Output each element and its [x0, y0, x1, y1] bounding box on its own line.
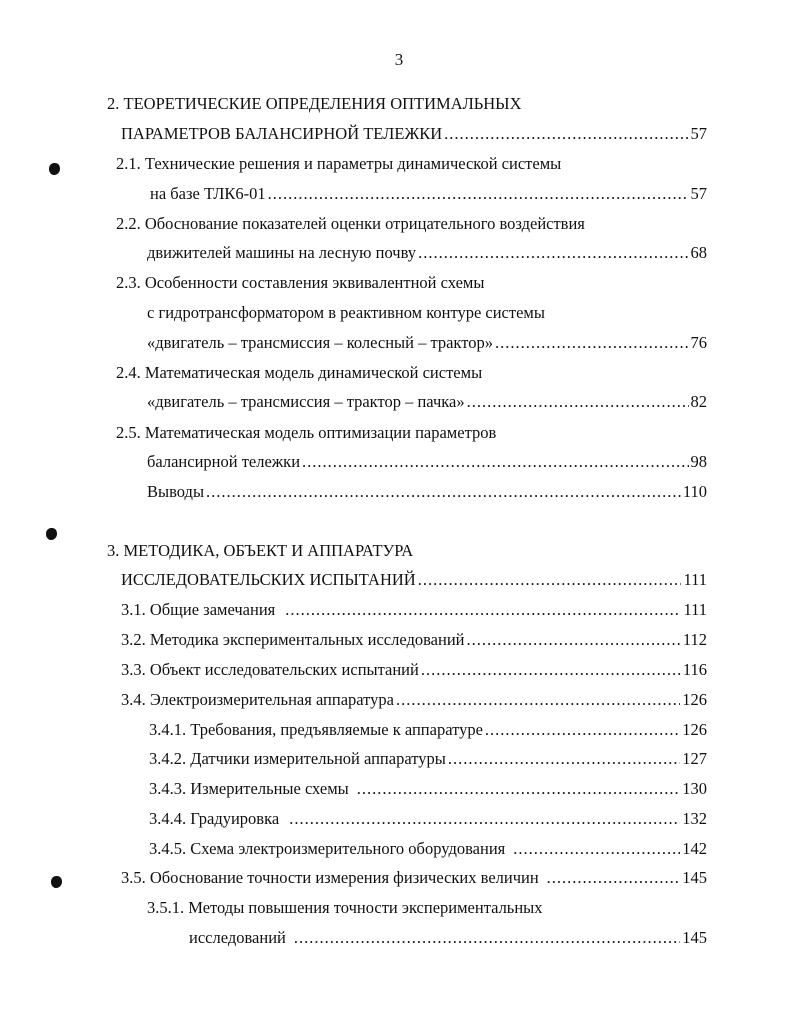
toc-entry-label: 3.4. Электроизмерительная аппаратура [121, 690, 394, 709]
toc-entry-label: 3.4.5. Схема электроизмерительного оборудования [149, 839, 506, 858]
toc-entry-2-5-line2: балансирной тележки [147, 452, 301, 471]
page-ref: 111 [683, 600, 707, 619]
page-ref: 98 [690, 452, 707, 471]
page-ref: 57 [690, 184, 707, 203]
toc-entry-conclusions-label: Выводы [147, 482, 205, 501]
leader-dots [418, 570, 682, 590]
leader-dots [289, 809, 680, 829]
margin-bullet-3 [51, 876, 62, 888]
toc-entry-2-3-line1: 2.3. Особенности составления эквивалентной схемы [116, 273, 485, 292]
toc-entry-2-4[interactable] [147, 392, 707, 412]
page-ref: 127 [682, 749, 707, 768]
toc-entry-conclusions[interactable] [147, 482, 707, 502]
toc-entry-label: 3.4.4. Градуировка [149, 809, 280, 828]
toc-entry-2-1-line2: на базе ТЛК6-01 [150, 184, 266, 203]
toc-entry-2-3[interactable] [147, 333, 707, 353]
page-ref: 68 [690, 243, 707, 262]
toc-entry-3-4-2[interactable] [149, 749, 707, 769]
page-ref: 76 [690, 333, 707, 352]
toc-entry-2-4-line2: «двигатель – трансмиссия – трактор – пачка» [147, 392, 465, 411]
margin-bullet-2 [46, 528, 57, 540]
toc-entry-label: 3.4.1. Требования, предъявляемые к аппаратуре [149, 720, 483, 739]
leader-dots [513, 839, 680, 859]
leader-dots [485, 720, 680, 740]
leader-dots [547, 868, 681, 888]
section-3-title-line1: 3. МЕТОДИКА, ОБЪЕКТ И АППАРАТУРА [107, 541, 414, 560]
page-ref: 126 [682, 720, 707, 739]
toc-entry-2-5[interactable] [147, 452, 707, 472]
page-ref: 132 [682, 809, 707, 828]
leader-dots [444, 124, 688, 144]
page-ref: 57 [690, 124, 707, 143]
toc-entry-2-2[interactable] [147, 243, 707, 263]
leader-dots [467, 392, 689, 412]
section-3-title-line2: ИССЛЕДОВАТЕЛЬСКИХ ИСПЫТАНИЙ [121, 570, 416, 589]
toc-entry-2-3-line3: «двигатель – трансмиссия – колесный – трактор» [147, 333, 493, 352]
toc-entry-2-5-line1: 2.5. Математическая модель оптимизации параметров [116, 423, 497, 442]
leader-dots [466, 630, 680, 650]
toc-entry-2-3-line2: с гидротрансформатором в реактивном контуре системы [147, 303, 545, 322]
toc-entry-3-4[interactable] [121, 690, 707, 710]
leader-dots [421, 660, 681, 680]
toc-entry-3-4-5[interactable] [149, 839, 707, 859]
toc-entry-3-2[interactable] [121, 630, 707, 650]
leader-dots [448, 749, 680, 769]
toc-entry-label: 3.5. Обоснование точности измерения физических величин [121, 868, 539, 887]
toc-entry-section-2[interactable] [121, 124, 707, 144]
toc-entry-2-2-line1: 2.2. Обоснование показателей оценки отрицательного воздействия [116, 214, 585, 233]
leader-dots [206, 482, 681, 502]
toc-entry-3-5-1[interactable] [189, 928, 707, 948]
toc-entry-label: 3.4.3. Измерительные схемы [149, 779, 349, 798]
page-ref: 116 [682, 660, 707, 679]
page-ref: 112 [682, 630, 707, 649]
page-number: 3 [394, 50, 404, 69]
section-2-title-line1: 2. ТЕОРЕТИЧЕСКИЕ ОПРЕДЕЛЕНИЯ ОПТИМАЛЬНЫХ [107, 94, 522, 113]
toc-entry-2-1[interactable] [150, 184, 707, 204]
toc-entry-2-1-line1: 2.1. Технические решения и параметры динамической системы [116, 154, 562, 173]
toc-entry-3-4-1[interactable] [149, 720, 707, 740]
toc-entry-2-4-line1: 2.4. Математическая модель динамической системы [116, 363, 483, 382]
toc-entry-2-2-line2: движителей машины на лесную почву [147, 243, 417, 262]
page-ref: 111 [683, 570, 707, 589]
toc-entry-label: 3.1. Общие замечания [121, 600, 276, 619]
leader-dots [396, 690, 680, 710]
leader-dots [302, 452, 688, 472]
leader-dots [294, 928, 680, 948]
page-ref: 142 [682, 839, 707, 858]
page-ref: 110 [682, 482, 707, 501]
toc-entry-3-4-4[interactable] [149, 809, 707, 829]
toc-entry-label: 3.4.2. Датчики измерительной аппаратуры [149, 749, 446, 768]
leader-dots [418, 243, 688, 263]
leader-dots [285, 600, 681, 620]
margin-bullet-1 [49, 163, 60, 175]
leader-dots [357, 779, 681, 799]
toc-entry-3-5-1-line1: 3.5.1. Методы повышения точности экспериментальных [147, 898, 543, 917]
page-ref: 145 [682, 928, 707, 947]
page-ref: 126 [682, 690, 707, 709]
toc-entry-3-3[interactable] [121, 660, 707, 680]
page-ref: 82 [690, 392, 707, 411]
toc-entry-label: 3.2. Методика экспериментальных исследований [121, 630, 465, 649]
toc-entry-section-3[interactable] [121, 570, 707, 590]
toc-entry-label: 3.3. Объект исследовательских испытаний [121, 660, 419, 679]
page-ref: 145 [682, 868, 707, 887]
toc-entry-3-5[interactable] [121, 868, 707, 888]
toc-entry-3-1[interactable] [121, 600, 707, 620]
leader-dots [268, 184, 689, 204]
toc-entry-3-5-1-line2: исследований [189, 928, 286, 947]
leader-dots [495, 333, 689, 353]
toc-entry-3-4-3[interactable] [149, 779, 707, 799]
page-ref: 130 [682, 779, 707, 798]
section-2-title-line2: ПАРАМЕТРОВ БАЛАНСИРНОЙ ТЕЛЕЖКИ [121, 124, 443, 143]
